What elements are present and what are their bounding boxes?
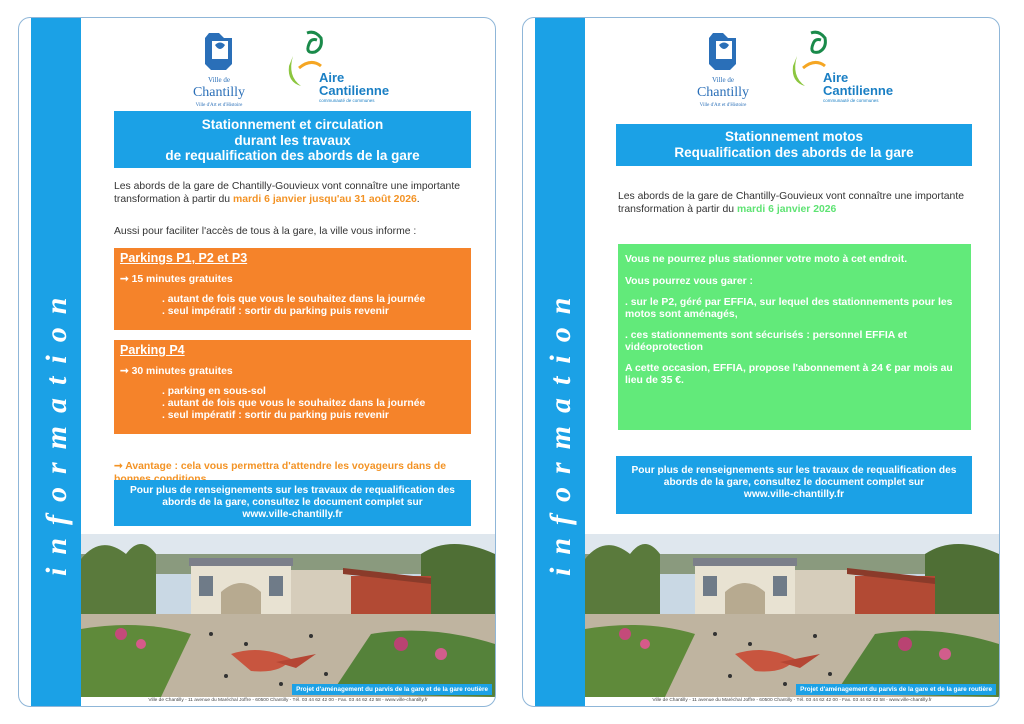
flyer-motos: [522, 17, 1000, 707]
svg-text:Cantilienne: Cantilienne: [319, 83, 390, 98]
list-item: . seul impératif : sortir du parking puis revenir: [162, 306, 389, 317]
date-highlight: mardi 6 janvier jusqu'au 31 août 2026: [232, 194, 417, 205]
list-item: . autant de fois que vous le souhaitez dans la journée: [162, 294, 426, 305]
svg-text:Ville d'Art et d'Histoire: Ville d'Art et d'Histoire: [195, 103, 243, 108]
page-title-box: [616, 124, 972, 166]
title-line: Stationnement motos: [724, 129, 863, 144]
svg-text:Cantilienne: Cantilienne: [823, 83, 894, 98]
green-paragraph: . sur le P2, géré par EFFIA, sur lequel des stationnements pour les motos sont aménagés,: [625, 297, 953, 320]
address-footer: Ville de Chantilly - 11 avenue du Maréchal Joffre - 60500 Chantilly - Tél. 03 44 62 42 00 - Fax. 03 44 62 42 58 - www.ville-chantilly.fr: [652, 698, 932, 703]
svg-text:Ville d'Art et d'Histoire: Ville d'Art et d'Histoire: [699, 103, 747, 108]
title-line: Requalification des abords de la gare: [674, 144, 914, 160]
svg-text:information: information: [544, 284, 577, 576]
svg-text:Ville de: Ville de: [208, 76, 230, 84]
green-paragraph: Vous pourrez vous garer :: [625, 275, 753, 287]
green-paragraph: Vous ne pourrez plus stationner votre moto à cet endroit.: [625, 254, 908, 265]
title-line: durant les travaux: [234, 132, 351, 148]
info-line: abords de la gare, consultez le document complet sur: [162, 497, 423, 508]
green-paragraph: . ces stationnements sont sécurisés : personnel EFFIA et vidéoprotection: [625, 330, 907, 353]
aire-cantilienne-logo: [793, 32, 893, 103]
info-line: abords de la gare, consultez le document complet sur: [663, 477, 925, 488]
title-line: de requalification des abords de la gare: [165, 148, 420, 163]
info-box: [114, 480, 471, 526]
photo-caption: Projet d'aménagement du parvis de la gare et de la gare routière: [292, 684, 492, 695]
station-rendering-image: [585, 534, 999, 697]
svg-text:Aire: Aire: [319, 70, 345, 85]
logos: [693, 28, 913, 120]
svg-text:Ville de: Ville de: [712, 76, 734, 84]
photo-caption: Projet d'aménagement du parvis de la gare et de la gare routière: [796, 684, 996, 695]
box-title: Parking P4: [120, 343, 185, 357]
sidebar-band: [535, 18, 585, 706]
station-rendering-image: [81, 534, 495, 697]
svg-text:Chantilly: Chantilly: [192, 85, 246, 100]
intro-paragraph-2: Aussi pour faciliter l'accès de tous à la gare, la ville vous informe :: [114, 226, 417, 237]
flyer-parking: [18, 17, 496, 707]
box-subtitle: ➞ 30 minutes gratuites: [120, 366, 233, 377]
logos: [189, 28, 409, 120]
box-title: Parkings P1, P2 et P3: [120, 251, 248, 265]
moto-info-box: [618, 244, 971, 430]
list-item: . parking en sous-sol: [162, 386, 266, 397]
intro-paragraph: Les abords de la gare de Chantilly-Gouvieux vont connaître une importante transformation à partir du mardi 6 janvier 2026: [618, 191, 964, 215]
info-line: Pour plus de renseignements sur les travaux de requalification des: [130, 485, 455, 496]
sidebar-vertical-text: [28, 271, 84, 581]
info-line: Pour plus de renseignements sur les travaux de requalification des: [631, 465, 957, 476]
svg-text:information: information: [40, 284, 73, 576]
website-link[interactable]: www.ville-chantilly.fr: [743, 489, 845, 500]
chantilly-crest-logo: [193, 33, 245, 108]
box-subtitle: ➞ 15 minutes gratuites: [120, 274, 233, 285]
svg-text:communauté de communes: communauté de communes: [823, 98, 879, 103]
title-line: Stationnement et circulation: [201, 117, 384, 132]
chantilly-crest-logo: [697, 33, 749, 108]
address-footer: Ville de Chantilly - 11 avenue du Maréchal Joffre - 60500 Chantilly - Tél. 03 44 62 42 00 - Fax. 03 44 62 42 58 - www.ville-chantilly.fr: [148, 698, 428, 703]
website-link[interactable]: www.ville-chantilly.fr: [242, 509, 343, 520]
avantage-note: ➞ Avantage : cela vous permettra d'attendre les voyageurs dans de: [114, 461, 447, 472]
sidebar-band: [31, 18, 81, 706]
info-box: [616, 456, 972, 514]
date-highlight: mardi 6 janvier 2026: [736, 204, 837, 215]
aire-cantilienne-logo: [289, 32, 389, 103]
page-title-box: [114, 111, 471, 168]
svg-text:communauté de communes: communauté de communes: [319, 98, 375, 103]
list-item: . seul impératif : sortir du parking puis revenir: [162, 410, 389, 421]
svg-text:Chantilly: Chantilly: [696, 85, 750, 100]
svg-text:Aire: Aire: [823, 70, 849, 85]
list-item: . autant de fois que vous le souhaitez dans la journée: [162, 398, 426, 409]
parking-p4-box: [114, 340, 471, 434]
intro-paragraph: Les abords de la gare de Chantilly-Gouvieux vont connaître une importante transformation à partir du mardi 6 janvier jusqu'au 31 août 2026.: [114, 181, 460, 205]
sidebar-vertical-text: [532, 271, 588, 581]
green-paragraph: A cette occasion, EFFIA, propose l'abonnement à 24 € par mois au lieu de 35 €.: [625, 363, 953, 386]
parkings-p1-p3-box: [114, 248, 471, 330]
